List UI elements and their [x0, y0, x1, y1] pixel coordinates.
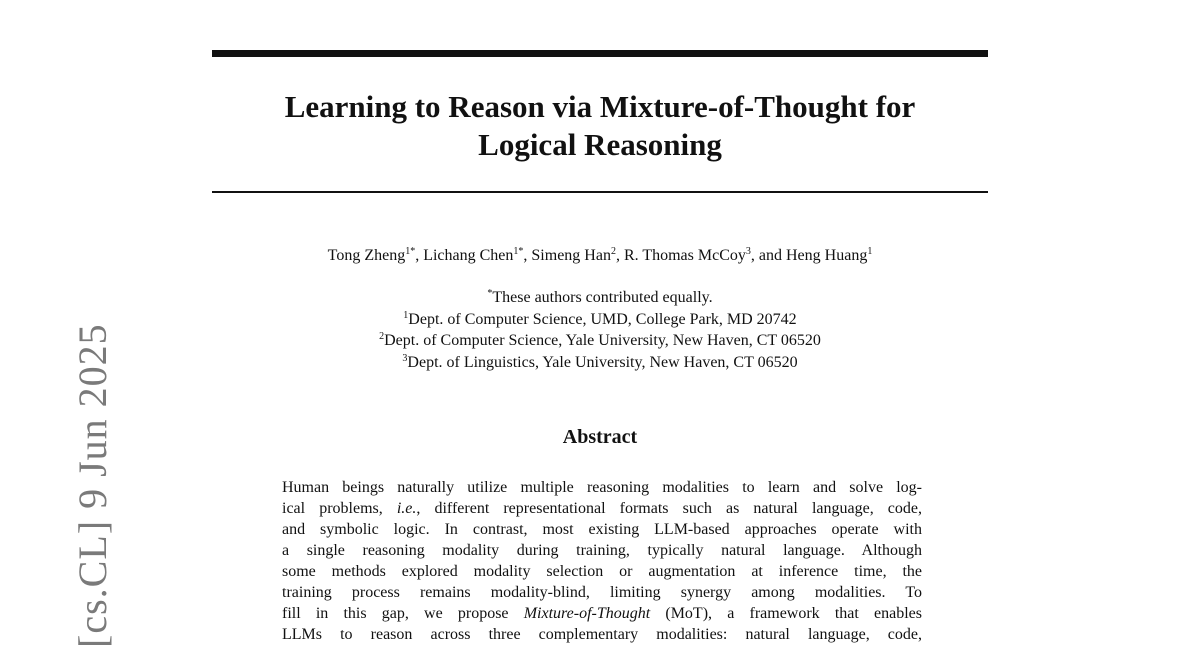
abstract-text: training process remains modality-blind, limiting synergy among modalities. To	[282, 584, 922, 601]
author-name: R. Thomas McCoy	[623, 247, 746, 264]
abstract-line	[282, 603, 922, 624]
abstract-line	[282, 582, 922, 603]
author-name: Simeng Han	[531, 247, 611, 264]
abstract-text: and symbolic logic. In contrast, most existing LLM-based approaches operate with	[282, 521, 922, 538]
abstract-body	[282, 477, 922, 645]
abstract-line	[282, 498, 922, 519]
paper-title-line-2: Logical Reasoning	[478, 127, 722, 162]
author-separator: ,	[523, 247, 532, 264]
affiliation-line	[212, 330, 988, 352]
abstract-text: fill in this gap, we propose	[282, 605, 524, 622]
author	[786, 247, 872, 264]
affiliation-line	[212, 287, 988, 309]
affiliation-text: Dept. of Computer Science, Yale University, New Haven, CT 06520	[384, 332, 821, 349]
abstract-line	[282, 519, 922, 540]
author	[423, 247, 531, 264]
affiliation-line	[212, 309, 988, 331]
author-name: Heng Huang	[786, 247, 868, 264]
abstract-text: , different representational formats such as natural language, code,	[416, 500, 922, 517]
paper-title-line-1: Learning to Reason via Mixture-of-Thought for	[284, 89, 916, 124]
affiliation-mark: 1	[403, 309, 409, 321]
abstract-text: some methods explored modality selection or augmentation at inference time, the	[282, 563, 922, 580]
affiliation-text: These authors contributed equally.	[492, 289, 713, 306]
abstract-emphasis: i.e.	[396, 500, 417, 517]
author-affiliation-mark: 1*	[405, 246, 416, 257]
abstract-line	[282, 540, 922, 561]
author-name: Lichang Chen	[423, 247, 514, 264]
author-separator: ,	[415, 247, 424, 264]
author-separator: ,	[615, 247, 624, 264]
abstract-text: LLMs to reason across three complementary modalities: natural language, code,	[282, 626, 922, 643]
affiliation-line	[212, 352, 988, 374]
title-bottom-rule	[212, 191, 988, 193]
abstract-text: a single reasoning modality during training, typically natural language. Although	[282, 542, 922, 559]
paper-title	[212, 88, 988, 164]
affiliation-text: Dept. of Computer Science, UMD, College Park, MD 20742	[408, 310, 797, 328]
abstract-text: ical problems,	[282, 500, 397, 517]
author-affiliation-mark: 1*	[513, 246, 524, 257]
abstract-text: (MoT), a framework that enables	[650, 605, 922, 622]
author	[531, 247, 624, 264]
abstract-line	[282, 477, 922, 498]
author-list	[212, 246, 988, 266]
author-affiliation-mark: 1	[867, 246, 873, 257]
affiliation-list	[212, 287, 988, 373]
affiliation-text: Dept. of Linguistics, Yale University, New Haven, CT 06520	[407, 353, 798, 371]
abstract-text: Human beings naturally utilize multiple reasoning modalities to learn and solve log-	[282, 479, 922, 496]
affiliation-mark: *	[487, 288, 493, 299]
abstract-line	[282, 561, 922, 582]
arxiv-identifier-stamp: [cs.CL] 9 Jun 2025	[70, 323, 115, 648]
top-rule	[212, 50, 988, 57]
abstract-emphasis: Mixture-of-Thought	[523, 605, 651, 622]
abstract-heading: Abstract	[562, 426, 638, 448]
author-affiliation-mark: 2	[610, 246, 616, 257]
author	[624, 247, 786, 264]
author	[328, 247, 424, 264]
affiliation-mark: 2	[379, 331, 385, 342]
author-separator: , and	[750, 247, 786, 264]
author-affiliation-mark: 3	[745, 246, 751, 257]
affiliation-mark: 3	[402, 352, 408, 364]
author-name: Tong Zheng	[327, 247, 406, 264]
abstract-line	[282, 624, 922, 645]
